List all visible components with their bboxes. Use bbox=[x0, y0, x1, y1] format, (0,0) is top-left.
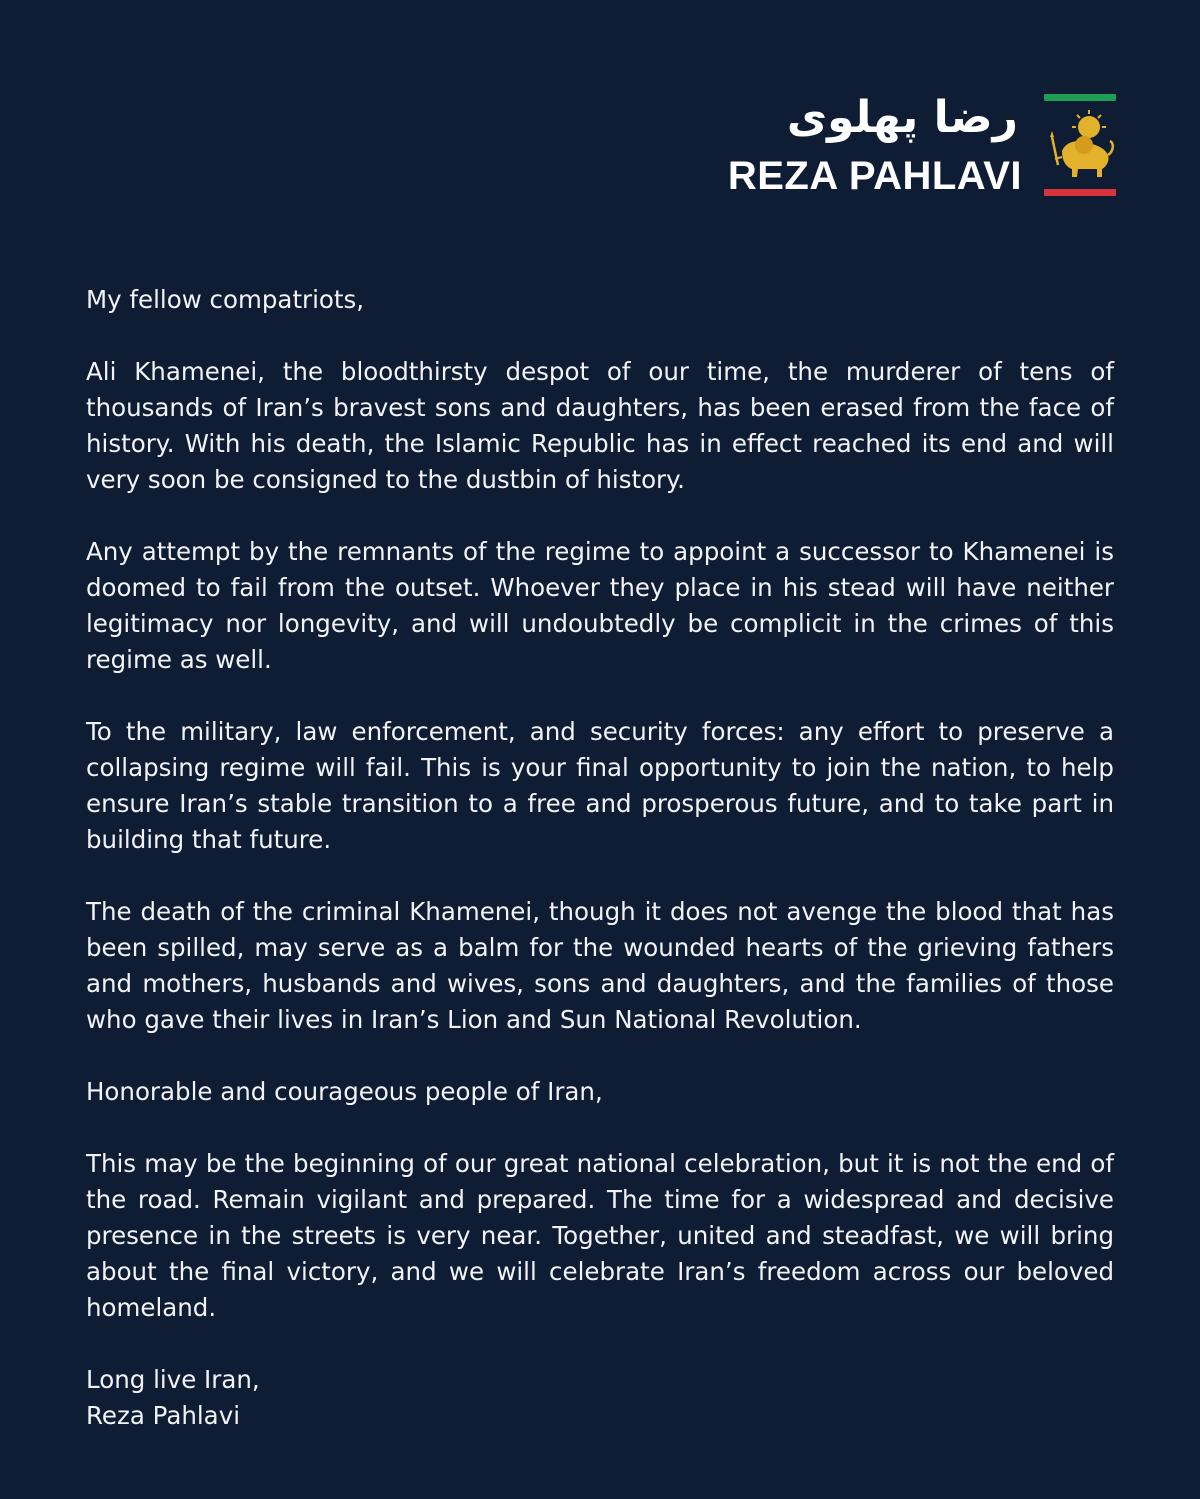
header bbox=[728, 90, 1116, 200]
paragraph-4: The death of the criminal Khamenei, though it does not avenge the blood that has been spilled, may serve as a balm for the wounded hearts of the grieving fathers and mothers, husbands and wives, sons and daughters, and the families of those who gave their lives in Iran’s Lion and Sun National Revolution. bbox=[86, 897, 1114, 1034]
persian-name: رضا پهلوی bbox=[786, 92, 1018, 143]
emblem bbox=[1044, 94, 1116, 196]
paragraph-2: Any attempt by the remnants of the regime to appoint a successor to Khamenei is doomed to fail from the outset. Whoever they place in his stead will have neither legitimacy nor longevity, and will undoubtedly be complicit in the crimes of this regime as well. bbox=[86, 537, 1114, 674]
closing-line: Long live Iran, bbox=[86, 1365, 260, 1394]
latin-name: REZA PAHLAVI bbox=[727, 154, 1022, 198]
second-salutation: Honorable and courageous people of Iran, bbox=[86, 1077, 603, 1106]
salutation: My fellow compatriots, bbox=[86, 285, 365, 314]
letter-body bbox=[86, 282, 1114, 1434]
closing bbox=[86, 1362, 1114, 1434]
signature: Reza Pahlavi bbox=[86, 1401, 240, 1430]
name-block bbox=[728, 90, 1022, 200]
lion-and-sun-icon bbox=[1044, 107, 1116, 183]
paragraph-3: To the military, law enforcement, and security forces: any effort to preserve a collapsing regime will fail. This is your final opportunity to join the nation, to help ensure Iran’s stable transition to a free and prosperous future, and to take part in building that future. bbox=[86, 717, 1114, 854]
flag-green-bar bbox=[1044, 94, 1116, 101]
final-paragraph: This may be the beginning of our great national celebration, but it is not the end of the road. Remain vigilant and prepared. The time for a widespread and decisive presence in the streets is very near. Together, united and steadfast, we will bring about the final victory, and we will celebrate Iran’s freedom across our beloved homeland. bbox=[86, 1149, 1114, 1322]
paragraph-1: Ali Khamenei, the bloodthirsty despot of our time, the murderer of tens of thousands of Iran’s bravest sons and daughters, has been erased from the face of history. With his death, the Islamic Republic has in effect reached its end and will very soon be consigned to the dustbin of history. bbox=[86, 357, 1114, 494]
flag-red-bar bbox=[1044, 189, 1116, 196]
